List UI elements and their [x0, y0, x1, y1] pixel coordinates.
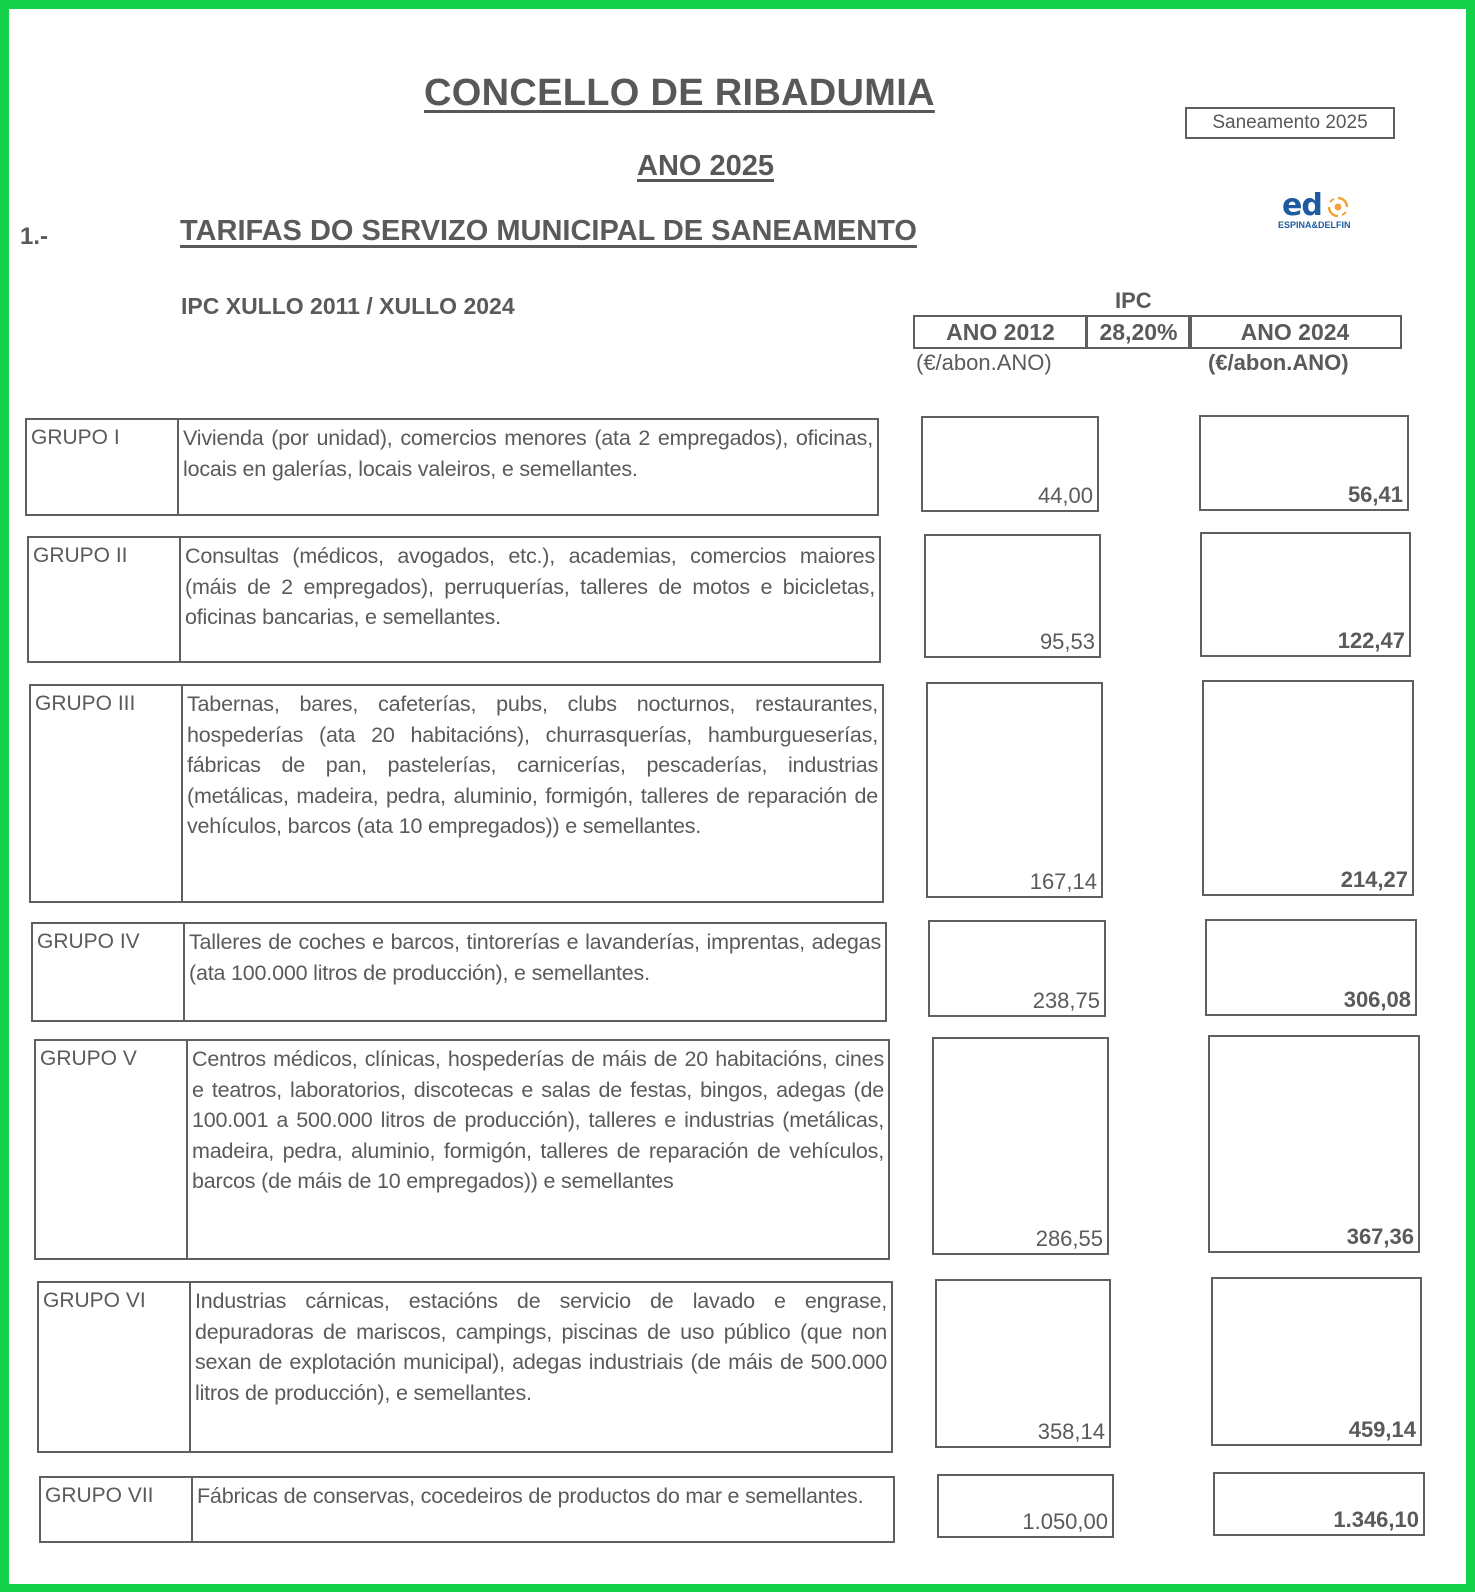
ipc-label: IPC — [1115, 288, 1152, 313]
value-2024 — [1208, 1035, 1420, 1253]
group-name: GRUPO II — [29, 538, 181, 661]
group-description: Centros médicos, clínicas, hospederías de máis de 20 habitacións, cines e teatros, laboratorios, discotecas e salas de festas, bingos, adegas (de 100.001 a 500.000 litros de producción), talleres e industrias (metálicas, madeira, pedra, aluminio, formigón, talleres de reparación de vehículos, barcos (de máis de 10 empregados)) e semellantes — [192, 1047, 884, 1193]
column-header-2024: ANO 2024 — [1188, 315, 1402, 349]
group-name: GRUPO V — [36, 1041, 188, 1258]
logo-text: ed — [1282, 188, 1322, 223]
value-2012-text: 1.050,00 — [1022, 1509, 1108, 1534]
group-description: Fábricas de conservas, cocedeiros de productos do mar e semellantes. — [197, 1484, 864, 1508]
value-2024-text: 56,41 — [1347, 482, 1403, 507]
group-name: GRUPO III — [31, 686, 183, 901]
value-2012-text: 286,55 — [1035, 1226, 1103, 1251]
value-2024 — [1200, 532, 1411, 657]
value-2012 — [921, 416, 1099, 512]
group-row — [27, 536, 881, 663]
value-2024 — [1199, 415, 1409, 511]
value-2024 — [1213, 1472, 1425, 1536]
group-row — [37, 1281, 893, 1453]
column-header-2012: ANO 2012 — [913, 315, 1088, 349]
value-2024 — [1211, 1277, 1422, 1446]
value-2012 — [937, 1474, 1114, 1538]
unit-label-2024: (€/abon.ANO) — [1208, 350, 1349, 375]
ipc-percentage: 28,20% — [1085, 315, 1192, 349]
section-number: 1.- — [20, 223, 49, 250]
value-2024 — [1205, 919, 1417, 1016]
group-row — [39, 1476, 895, 1543]
value-2012-text: 167,14 — [1029, 869, 1097, 894]
logo-sun-icon — [1327, 196, 1349, 218]
group-name: GRUPO VII — [41, 1478, 193, 1541]
group-row — [34, 1039, 890, 1260]
value-2012 — [935, 1279, 1111, 1448]
group-name: GRUPO I — [27, 420, 179, 514]
value-2024-text: 367,36 — [1346, 1224, 1414, 1249]
group-name: GRUPO VI — [39, 1283, 191, 1451]
value-2024 — [1202, 680, 1414, 896]
group-description: Consultas (médicos, avogados, etc.), academias, comercios maiores (máis de 2 empregados), perruquerías, talleres de motos e bicicletas, oficinas bancarias, e semellantes. — [185, 544, 875, 629]
logo-brand: ESPINA&DELFIN — [1278, 220, 1351, 230]
unit-label-2012: (€/abon.ANO) — [916, 350, 1052, 375]
value-2024-text: 1.346,10 — [1333, 1507, 1419, 1532]
document-year: ANO 2025 — [637, 150, 775, 182]
section-title: TARIFAS DO SERVIZO MUNICIPAL DE SANEAMENTO — [180, 215, 917, 247]
saneamento-badge: Saneamento 2025 — [1185, 107, 1395, 139]
value-2012 — [932, 1037, 1109, 1255]
value-2024-text: 459,14 — [1348, 1417, 1416, 1442]
value-2024-text: 214,27 — [1340, 867, 1408, 892]
value-2012-text: 95,53 — [1039, 629, 1095, 654]
value-2012-text: 358,14 — [1037, 1419, 1105, 1444]
value-2024-text: 122,47 — [1337, 628, 1405, 653]
group-row — [29, 684, 884, 903]
value-2024-text: 306,08 — [1343, 987, 1411, 1012]
group-row — [25, 418, 879, 516]
group-description: Tabernas, bares, cafeterías, pubs, clubs nocturnos, restaurantes, hospederías (ata 20 habitacións), churrasquerías, hamburgueserías, fábricas de pan, pastelerías, carnicerías, pescaderías, industrias (metálicas, madeira, pedra, aluminio, formigón, talleres de reparación de vehículos, barcos (ata 10 empregados)) e semellantes. — [187, 692, 878, 838]
group-name: GRUPO IV — [33, 924, 185, 1020]
group-description: Vivienda (por unidad), comercios menores (ata 2 empregados), oficinas, locais en galerías, locais valeiros, e semellantes. — [183, 426, 873, 481]
espina-delfin-logo — [1278, 190, 1368, 232]
ipc-range-label: IPC XULLO 2011 / XULLO 2024 — [181, 293, 515, 319]
value-2012 — [926, 682, 1103, 898]
value-2012 — [928, 920, 1106, 1017]
document-title: CONCELLO DE RIBADUMIA — [424, 72, 935, 114]
value-2012-text: 238,75 — [1032, 988, 1100, 1013]
group-description: Talleres de coches e barcos, tintorerías e lavanderías, imprentas, adegas (ata 100.000 litros de producción), e semellantes. — [189, 930, 881, 985]
value-2012-text: 44,00 — [1037, 483, 1093, 508]
group-description: Industrias cárnicas, estacións de servicio de lavado e engrase, depuradoras de mariscos, campings, piscinas de uso público (que non sexan de explotación municipal), adegas industriais (de máis de 500.000 litros de producción), e semellantes. — [195, 1289, 887, 1405]
value-2012 — [924, 534, 1101, 658]
group-row — [31, 922, 887, 1022]
